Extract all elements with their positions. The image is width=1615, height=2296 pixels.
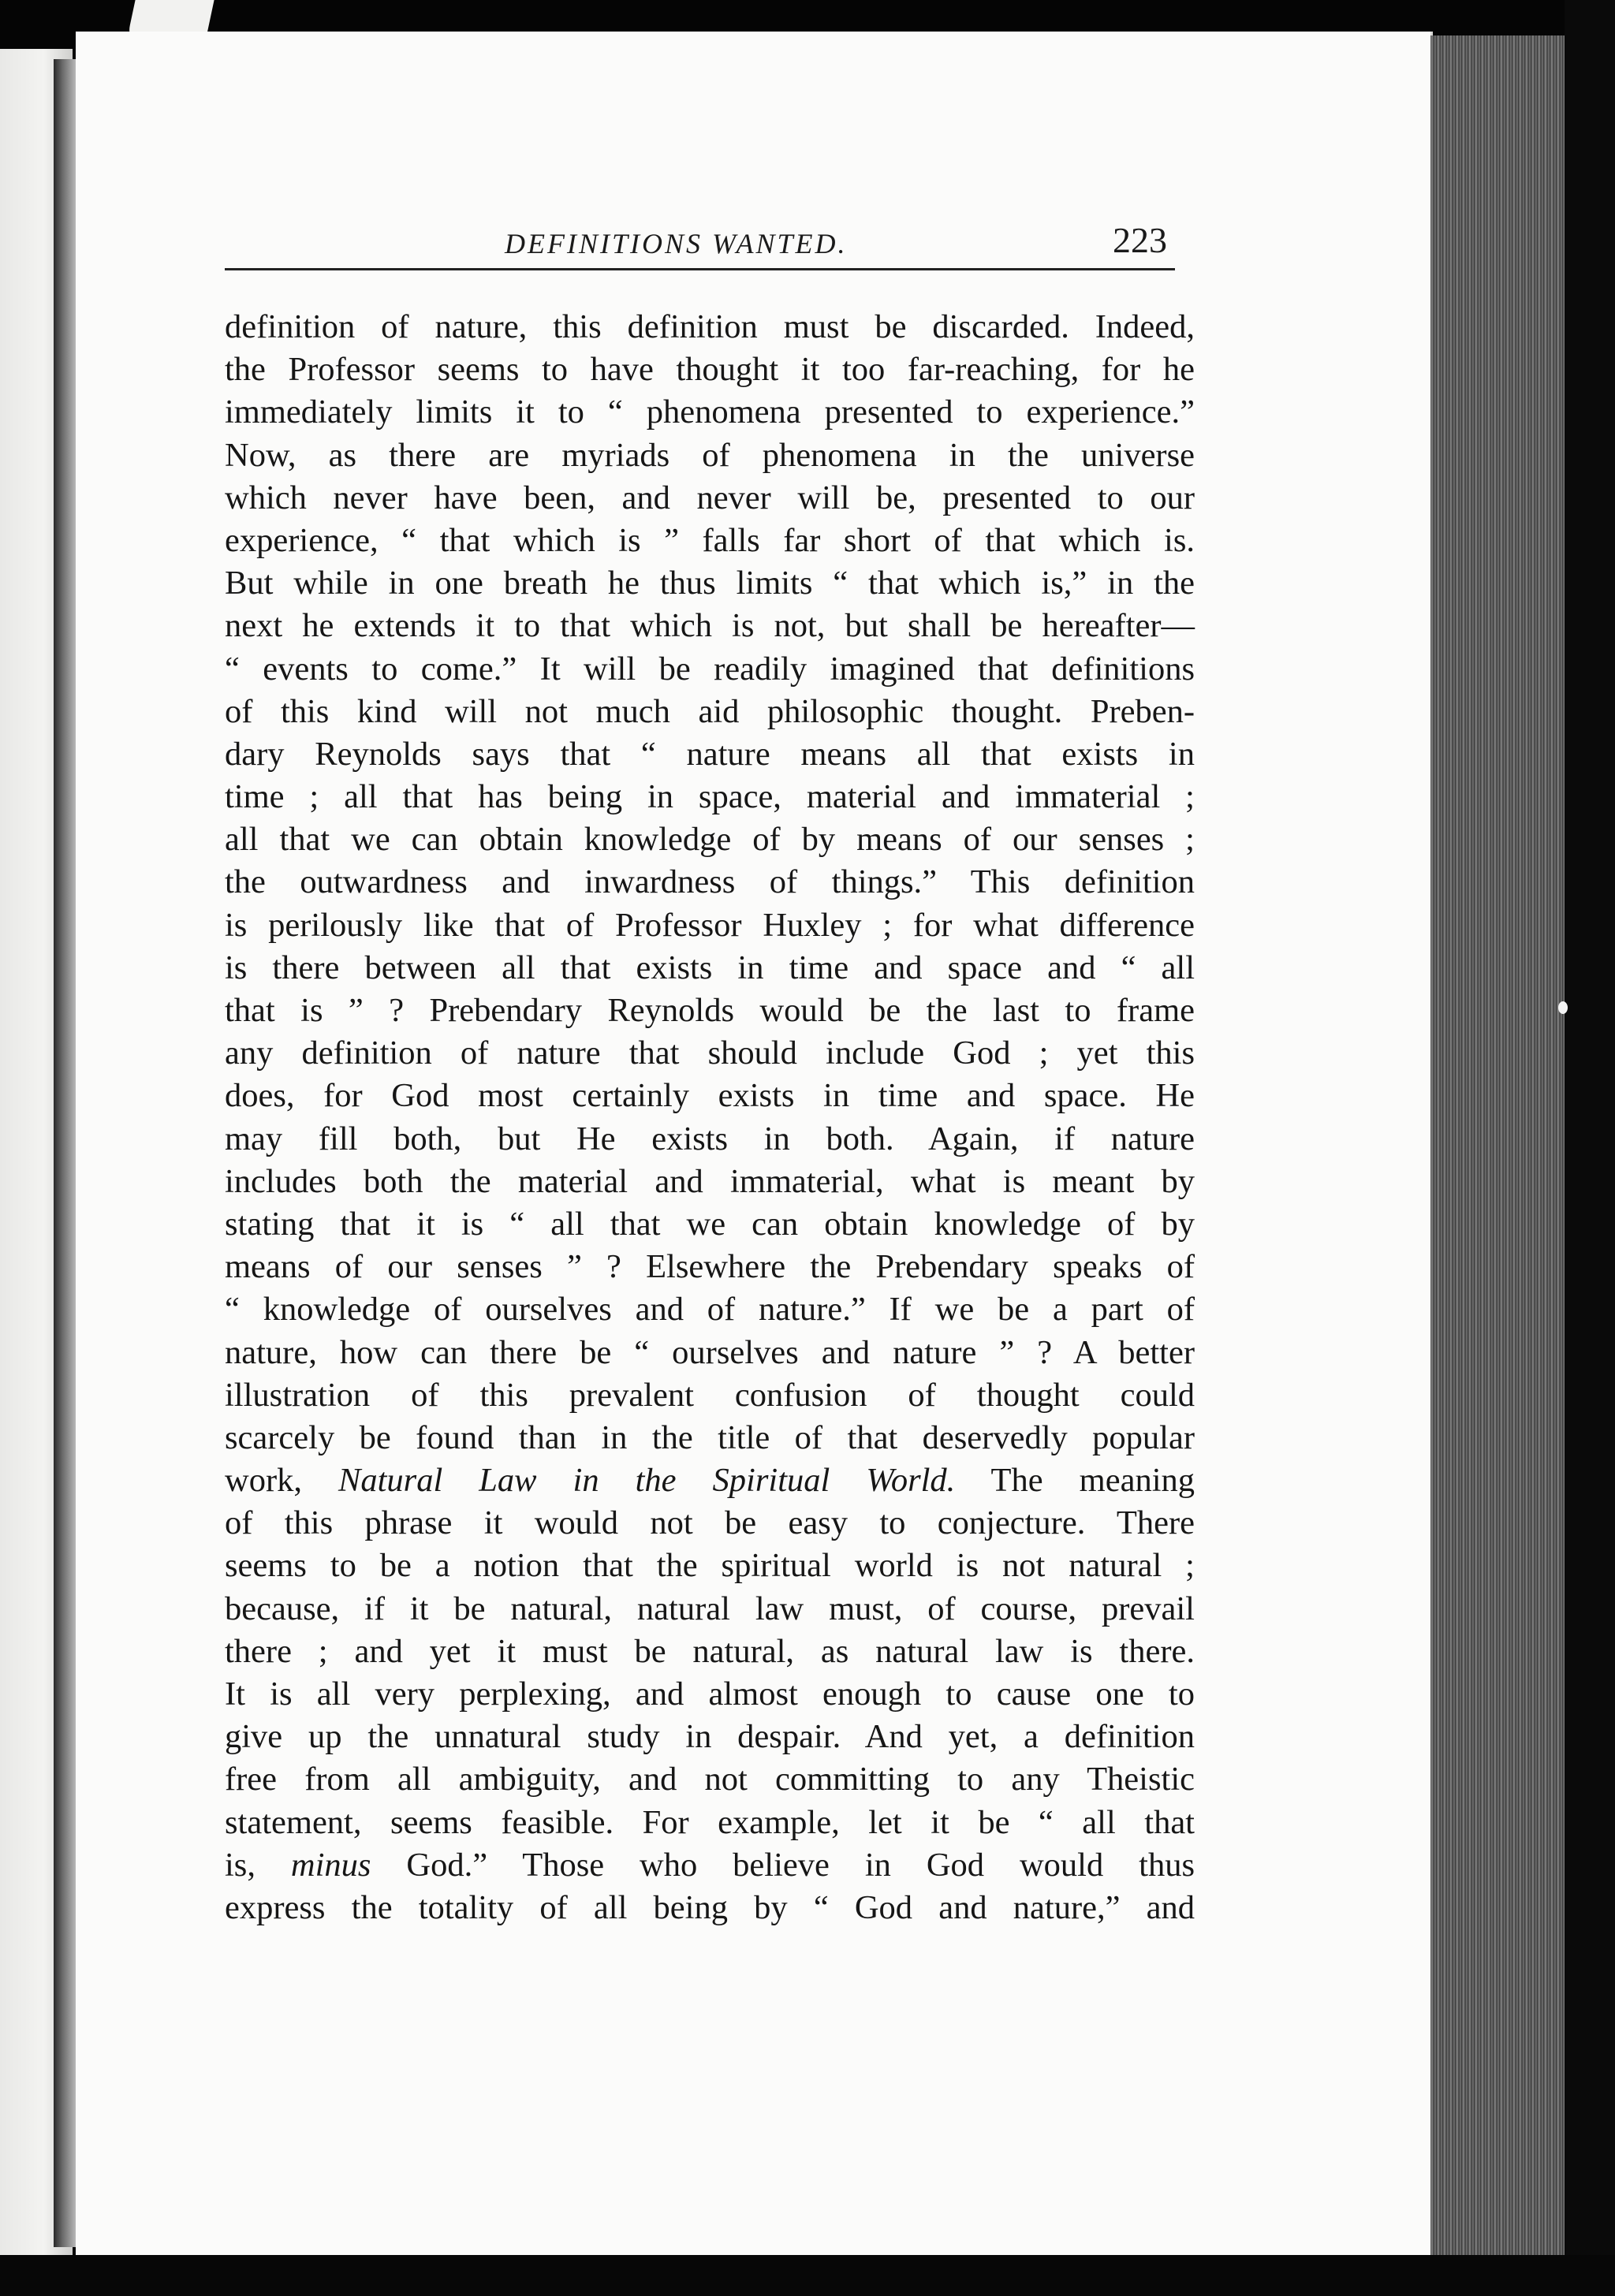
line-text: But while in one breath he thus limits “ that which is,” in the (225, 565, 1195, 602)
text-line (225, 733, 1195, 776)
text-line (225, 1332, 1195, 1374)
italic-text: minus (290, 1846, 371, 1884)
text-line (225, 1032, 1195, 1075)
line-text: is perilously like that of Professor Huxley ; for what difference (225, 906, 1195, 944)
line-text: scarcely be found than in the title of that deservedly popular (225, 1418, 1195, 1456)
page-number: 223 (1113, 220, 1167, 260)
text-line (225, 1374, 1195, 1417)
text-line (225, 306, 1195, 348)
text-line (225, 1288, 1195, 1331)
line-text: experience, “ that which is ” falls far short of that which is. (225, 521, 1195, 559)
text-line (225, 520, 1195, 562)
line-text: free from all ambiguity, and not committing to any Theistic (225, 1761, 1195, 1798)
line-text: stating that it is “ all that we can obtain knowledge of by (225, 1205, 1195, 1243)
text-line (225, 605, 1195, 647)
text-line (225, 1758, 1195, 1801)
line-text: It is all very perplexing, and almost enough to cause one to (225, 1675, 1195, 1713)
text-line (225, 947, 1195, 990)
text-line (225, 477, 1195, 520)
text-line (225, 990, 1195, 1032)
text-line (225, 1203, 1195, 1246)
line-text: statement, seems feasible. For example, let it be “ all that (225, 1803, 1195, 1841)
text-line (225, 391, 1195, 434)
text-line (225, 1118, 1195, 1161)
line-text: the Professor seems to have thought it too far-reaching, for he (225, 351, 1195, 389)
line-text: of this phrase it would not be easy to conjecture. There (225, 1504, 1195, 1542)
text-line (225, 776, 1195, 818)
text-line (225, 1417, 1195, 1459)
line-text: work, (225, 1462, 338, 1500)
text-line (225, 1459, 1195, 1502)
line-text: there ; and yet it must be natural, as natural law is there. (225, 1632, 1195, 1670)
text-line (225, 861, 1195, 904)
running-title: DEFINITIONS WANTED. (505, 228, 848, 259)
line-text: of this kind will not much aid philosophic thought. Preben- (225, 692, 1195, 730)
text-line (225, 1802, 1195, 1844)
line-text: time ; all that has being in space, material and immaterial ; (225, 778, 1195, 816)
line-text: next he extends it to that which is not, but shall be hereafter— (225, 607, 1195, 645)
line-text: Now, as there are myriads of phenomena in the universe (225, 436, 1195, 474)
scan-background-right (1565, 0, 1615, 2296)
text-line (225, 1716, 1195, 1758)
text-line (225, 691, 1195, 733)
text-line (225, 648, 1195, 691)
line-text: dary Reynolds says that “ nature means all that exists in (225, 735, 1195, 773)
book-gutter (54, 59, 76, 2247)
text-line (225, 1887, 1195, 1929)
body-text (225, 306, 1195, 1929)
line-text: nature, how can there be “ ourselves and nature ” ? A better (225, 1333, 1195, 1371)
line-text: that is ” ? Prebendary Reynolds would be the last to frame (225, 992, 1195, 1029)
text-line (225, 1844, 1195, 1887)
line-text: immediately limits it to “ phenomena presented to experience.” (225, 393, 1195, 431)
line-text: definition of nature, this definition must be discarded. Indeed, (225, 308, 1195, 345)
running-head (225, 213, 1175, 270)
line-text: does, for God most certainly exists in time and space. He (225, 1077, 1195, 1115)
line-text: “ knowledge of ourselves and of nature.” If we be a part of (225, 1291, 1195, 1329)
line-text: all that we can obtain knowledge of by means of our senses ; (225, 821, 1195, 859)
line-text: express the totality of all being by “ God and nature,” and (225, 1888, 1195, 1926)
line-text: “ events to come.” It will be readily imagined that definitions (225, 650, 1195, 688)
text-line (225, 562, 1195, 605)
line-text: any definition of nature that should include God ; yet this (225, 1034, 1195, 1072)
text-line (225, 1502, 1195, 1545)
scan-speck (1558, 1001, 1568, 1014)
line-text: which never have been, and never will be, presented to our (225, 479, 1195, 516)
line-text: God.” Those who believe in God would thus (371, 1846, 1195, 1884)
scan-background-bottom (0, 2255, 1615, 2296)
text-line (225, 1631, 1195, 1673)
line-text: is there between all that exists in time and space and “ all (225, 949, 1195, 986)
text-line (225, 1588, 1195, 1631)
line-text: The meaning (955, 1462, 1195, 1500)
line-text: seems to be a notion that the spiritual world is not natural ; (225, 1547, 1195, 1585)
text-line (225, 1545, 1195, 1587)
line-text: means of our senses ” ? Elsewhere the Prebendary speaks of (225, 1248, 1195, 1286)
text-line (225, 904, 1195, 947)
line-text: give up the unnatural study in despair. And yet, a definition (225, 1718, 1195, 1756)
line-text: is, (225, 1846, 291, 1884)
text-line (225, 348, 1195, 391)
line-text: because, if it be natural, natural law must, of course, prevail (225, 1590, 1195, 1627)
text-line (225, 1075, 1195, 1117)
line-text: may fill both, but He exists in both. Again, if nature (225, 1120, 1195, 1157)
text-line (225, 1246, 1195, 1288)
text-line (225, 1161, 1195, 1203)
line-text: the outwardness and inwardness of things.” This definition (225, 863, 1195, 901)
text-line (225, 818, 1195, 861)
line-text: illustration of this prevalent confusion of thought could (225, 1376, 1195, 1414)
page-edges (1430, 35, 1565, 2255)
italic-text: Natural Law in the Spiritual World. (338, 1462, 956, 1500)
text-line (225, 1673, 1195, 1716)
line-text: includes both the material and immaterial, what is meant by (225, 1162, 1195, 1200)
text-line (225, 434, 1195, 477)
